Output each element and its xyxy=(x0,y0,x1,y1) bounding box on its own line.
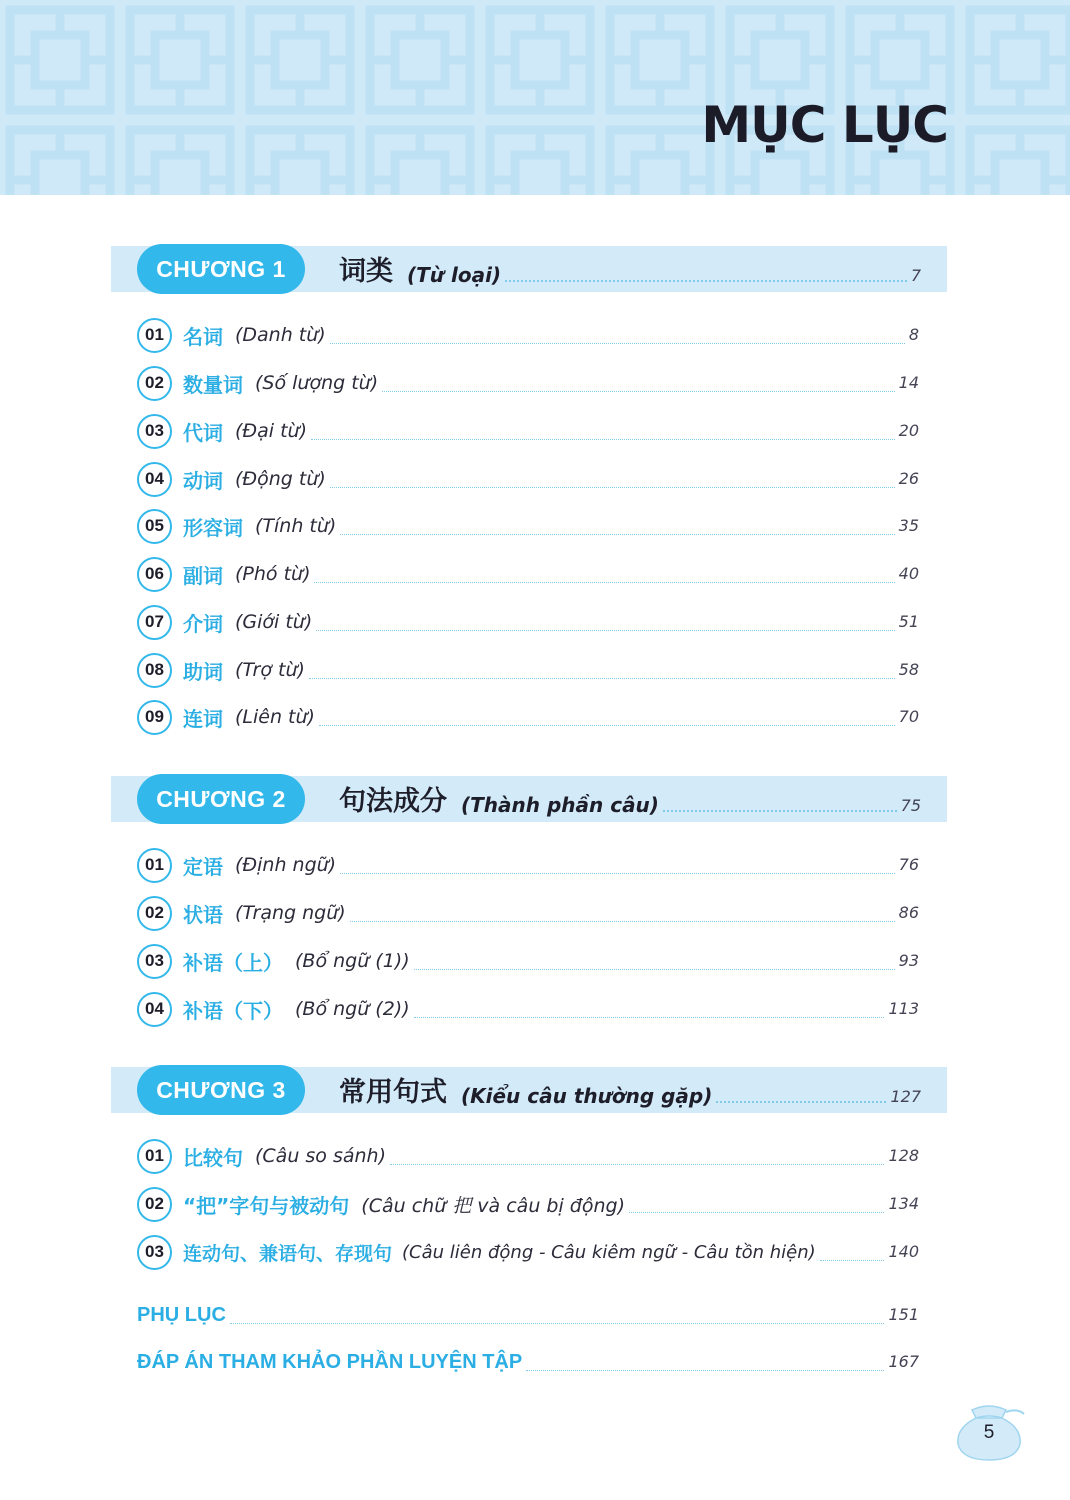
toc-entry-2-2[interactable] xyxy=(137,895,919,931)
chapter-3-header[interactable] xyxy=(111,1067,947,1113)
dot-leader xyxy=(663,810,897,812)
entry-vi: (Trạng ngữ) xyxy=(235,902,346,924)
answers-entry[interactable] xyxy=(137,1344,919,1380)
entry-cn: 数量词 xyxy=(183,372,243,397)
entry-vi: (Câu chữ 把 và câu bị động) xyxy=(361,1194,625,1217)
entry-number: 08 xyxy=(137,653,172,688)
entry-page: 51 xyxy=(898,612,919,631)
entry-number: 03 xyxy=(137,1235,172,1270)
dot-leader xyxy=(330,487,895,488)
entry-number: 04 xyxy=(137,992,172,1027)
entry-vi: (Giới từ) xyxy=(235,611,313,633)
chapter-2-label: CHƯƠNG 2 xyxy=(137,774,305,824)
entry-cn: 比较句 xyxy=(183,1145,243,1170)
entry-number: 02 xyxy=(137,1187,172,1222)
entry-number: 03 xyxy=(137,944,172,979)
entry-page: 58 xyxy=(898,660,919,679)
dot-leader xyxy=(414,969,895,970)
entry-page: 26 xyxy=(898,469,919,488)
dot-leader xyxy=(314,582,894,583)
dot-leader xyxy=(316,630,894,631)
toc-entry-1-9[interactable] xyxy=(137,699,919,735)
dot-leader xyxy=(820,1260,885,1261)
dot-leader xyxy=(340,873,895,874)
entry-cn: 副词 xyxy=(183,563,223,588)
toc-entry-1-5[interactable] xyxy=(137,508,919,544)
appendix-entry[interactable] xyxy=(137,1297,919,1333)
dot-leader xyxy=(629,1212,884,1213)
entry-page: 20 xyxy=(898,421,919,440)
entry-cn: “把”字句与被动句 xyxy=(183,1193,350,1218)
toc-entry-2-4[interactable] xyxy=(137,991,919,1027)
header-band xyxy=(0,0,1070,195)
entry-cn: 动词 xyxy=(183,468,223,493)
entry-number: 01 xyxy=(137,318,172,353)
entry-number: 06 xyxy=(137,557,172,592)
dot-leader xyxy=(716,1101,886,1103)
entry-page: 93 xyxy=(898,951,919,970)
dot-leader xyxy=(311,439,895,440)
entry-vi: (Câu liên động - Câu kiêm ngữ - Câu tồn hiện) xyxy=(402,1241,816,1263)
chapter-1-cn: 词类 xyxy=(339,256,393,287)
dot-leader xyxy=(414,1017,885,1018)
dot-leader xyxy=(390,1164,884,1165)
entry-number: 09 xyxy=(137,700,172,735)
chapter-2-cn: 句法成分 xyxy=(339,786,447,817)
chapter-2-page: 75 xyxy=(900,796,921,815)
toc-entry-3-1[interactable] xyxy=(137,1138,919,1174)
toc-entry-2-1[interactable] xyxy=(137,847,919,883)
chapter-3-label: CHƯƠNG 3 xyxy=(137,1065,305,1115)
entry-cn: 助词 xyxy=(183,659,223,684)
entry-vi: (Tính từ) xyxy=(255,515,337,537)
dot-leader xyxy=(330,343,905,344)
entry-page: 140 xyxy=(888,1242,919,1261)
entry-cn: 代词 xyxy=(183,420,223,445)
toc-entry-1-4[interactable] xyxy=(137,461,919,497)
dot-leader xyxy=(319,725,895,726)
dot-leader xyxy=(382,391,895,392)
entry-number: 05 xyxy=(137,509,172,544)
chapter-1-vi: (Từ loại) xyxy=(407,263,502,287)
entry-vi: (Câu so sánh) xyxy=(255,1145,387,1167)
dot-leader xyxy=(350,921,895,922)
entry-vi: (Danh từ) xyxy=(235,324,326,346)
entry-page: 70 xyxy=(898,707,919,726)
entry-vi: (Đại từ) xyxy=(235,420,308,442)
entry-cn: 补语（下） xyxy=(183,998,283,1023)
chapter-1-page: 7 xyxy=(910,266,921,285)
dot-leader xyxy=(505,280,907,282)
toc-entry-1-7[interactable] xyxy=(137,604,919,640)
chapter-1-header[interactable] xyxy=(111,246,947,292)
toc-entry-1-1[interactable] xyxy=(137,317,919,353)
entry-number: 02 xyxy=(137,366,172,401)
entry-page: 8 xyxy=(908,325,919,344)
toc-entry-1-6[interactable] xyxy=(137,556,919,592)
entry-number: 07 xyxy=(137,605,172,640)
answers-label: ĐÁP ÁN THAM KHẢO PHẦN LUYỆN TẬP xyxy=(137,1350,523,1373)
entry-cn: 连词 xyxy=(183,706,223,731)
entry-page: 86 xyxy=(898,903,919,922)
chapter-1-label: CHƯƠNG 1 xyxy=(137,244,305,294)
entry-cn: 名词 xyxy=(183,324,223,349)
chapter-2-vi: (Thành phần câu) xyxy=(461,793,659,817)
entry-vi: (Bổ ngữ (1)) xyxy=(295,950,410,972)
entry-cn: 状语 xyxy=(183,902,223,927)
toc-entry-1-2[interactable] xyxy=(137,365,919,401)
entry-cn: 补语（上） xyxy=(183,950,283,975)
entry-page: 40 xyxy=(898,564,919,583)
chapter-2-header[interactable] xyxy=(111,776,947,822)
entry-page: 14 xyxy=(898,373,919,392)
entry-number: 02 xyxy=(137,896,172,931)
entry-cn: 定语 xyxy=(183,854,223,879)
page-title: MỤC LỤC xyxy=(701,96,948,154)
entry-vi: (Số lượng từ) xyxy=(255,372,379,394)
chapter-3-cn: 常用句式 xyxy=(339,1077,447,1108)
dot-leader xyxy=(309,678,895,679)
entry-vi: (Bổ ngữ (2)) xyxy=(295,998,410,1020)
entry-number: 01 xyxy=(137,848,172,883)
entry-vi: (Động từ) xyxy=(235,468,326,490)
entry-page: 76 xyxy=(898,855,919,874)
toc-entry-1-8[interactable] xyxy=(137,652,919,688)
page-number: 5 xyxy=(983,1422,995,1443)
dot-leader xyxy=(230,1323,885,1324)
toc-entry-3-2[interactable] xyxy=(137,1186,919,1222)
dot-leader xyxy=(526,1370,884,1371)
entry-number: 04 xyxy=(137,462,172,497)
entry-page: 113 xyxy=(888,999,919,1018)
entry-cn: 形容词 xyxy=(183,515,243,540)
entry-number: 01 xyxy=(137,1139,172,1174)
toc-entry-1-3[interactable] xyxy=(137,413,919,449)
appendix-page: 151 xyxy=(888,1305,919,1324)
entry-vi: (Liên từ) xyxy=(235,706,315,728)
entry-page: 134 xyxy=(888,1194,919,1213)
chapter-3-vi: (Kiểu câu thường gặp) xyxy=(461,1084,713,1108)
entry-number: 03 xyxy=(137,414,172,449)
entry-vi: (Định ngữ) xyxy=(235,854,337,876)
entry-page: 128 xyxy=(888,1146,919,1165)
entry-vi: (Phó từ) xyxy=(235,563,311,585)
answers-page: 167 xyxy=(888,1352,919,1371)
page-number-badge xyxy=(950,1398,1028,1462)
toc-entry-2-3[interactable] xyxy=(137,943,919,979)
appendix-label: PHỤ LỤC xyxy=(137,1303,226,1326)
chapter-3-page: 127 xyxy=(890,1087,921,1106)
dot-leader xyxy=(340,534,894,535)
entry-cn: 连动句、兼语句、存现句 xyxy=(183,1242,393,1265)
entry-vi: (Trợ từ) xyxy=(235,659,305,681)
entry-cn: 介词 xyxy=(183,611,223,636)
entry-page: 35 xyxy=(898,516,919,535)
toc-entry-3-3[interactable] xyxy=(137,1234,919,1270)
